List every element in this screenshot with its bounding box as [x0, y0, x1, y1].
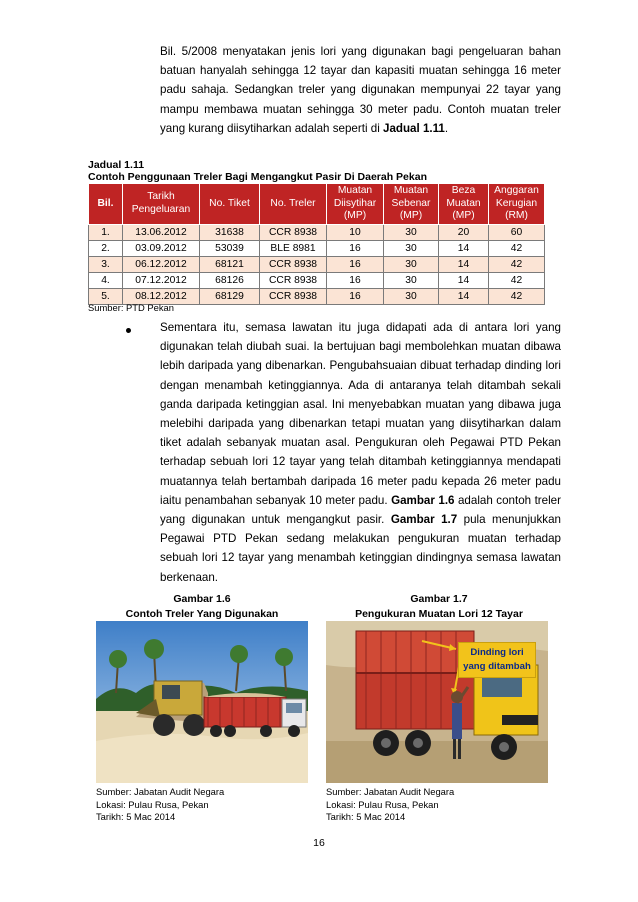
paragraph-1-end: . — [444, 121, 449, 135]
figure-1-7-caption — [330, 592, 548, 622]
paragraph-2-text: Sementara itu, semasa lawatan itu juga didapati ada di antara lori yang digunakan telah diubah suai. Ia bertujuan bagi membolehkan muatan dibawa lebih daripada yang dibenarkan. Pengubahsuaian dibuat terhadap dinding lori dengan menambah ketinggiannya. Ada di antaranya telah ditambah sekali ganda daripada ketinggian asal. Ini menyebabkan muatan yang dibawa juga melebihi daripada yang dibenarkan tetapi muatan yang diisytiharkan dalam tiket adalah sebanyak muatan asal. Pengukuran oleh Pegawai PTD Pekan terhadap sebuah lori 12 tayar yang telah ditambah ketinggiannya mendapati muatannya telah bertambah daripada 16 meter padu kepada 26 meter padu iaitu penambahan sebanyak 10 meter padu. — [160, 321, 561, 507]
table-cell: 16 — [327, 288, 384, 304]
paragraph-1-table-reference: Jadual 1.11 — [383, 121, 445, 135]
added-wall-callout — [458, 642, 536, 678]
table-cell: 30 — [384, 256, 439, 272]
table-cell: 53039 — [200, 240, 260, 256]
figure-1-6-date: Tarikh: 5 Mac 2014 — [96, 811, 176, 822]
table-cell: 42 — [489, 240, 545, 256]
figure-1-7-source-block — [326, 786, 454, 824]
table-cell: 03.09.2012 — [123, 240, 200, 256]
table-cell: 30 — [384, 288, 439, 304]
table-source: Sumber: PTD Pekan — [88, 302, 174, 313]
paragraph-1-text: Bil. 5/2008 menyatakan jenis lori yang digunakan bagi pengeluaran bahan batuan hanyalah sehingga 12 tayar dan kapasiti muatan sehingga 16 meter padu sahaja. Sedangkan treler yang digunakan mempunyai 22 tayar yang mampu membawa muatan sehingga 30 meter padu. Contoh muatan treler yang kurang diisytiharkan adalah seperti di — [160, 45, 561, 135]
table-cell: CCR 8938 — [260, 288, 327, 304]
table-row — [89, 240, 545, 256]
table-caption-title: Contoh Penggunaan Treler Bagi Mengangkut Pasir Di Daerah Pekan — [88, 171, 427, 183]
table-cell: 1. — [89, 224, 123, 240]
trailer-photo-illustration — [96, 621, 308, 783]
figure-1-6-source: Sumber: Jabatan Audit Negara — [96, 786, 225, 797]
table-cell: 42 — [489, 256, 545, 272]
table-cell: 30 — [384, 272, 439, 288]
table-cell: 13.06.2012 — [123, 224, 200, 240]
figure-1-6-number: Gambar 1.6 — [173, 593, 231, 605]
table-cell: CCR 8938 — [260, 224, 327, 240]
table-cell: CCR 8938 — [260, 272, 327, 288]
table-cell: 60 — [489, 224, 545, 240]
sand-trailer-table — [88, 183, 545, 305]
bullet-icon — [126, 328, 131, 333]
table-cell: 3. — [89, 256, 123, 272]
table-header-row — [89, 184, 545, 225]
table-cell: 4. — [89, 272, 123, 288]
table-cell: CCR 8938 — [260, 256, 327, 272]
table-cell: 42 — [489, 272, 545, 288]
header-cell: Tarikh Pengeluaran — [123, 184, 200, 225]
table-cell: 16 — [327, 240, 384, 256]
table-cell: 68129 — [200, 288, 260, 304]
table-cell: BLE 8981 — [260, 240, 327, 256]
paragraph-2-text-end: pula menunjukkan Pegawai PTD Pekan sedang melakukan pengukuran muatan terhadap sebuah lori 12 tayar yang menambah ketinggian dindingnya semasa lawatan berkenaan. — [160, 513, 561, 584]
figure-1-7-title: Pengukuran Muatan Lori 12 Tayar — [355, 608, 523, 620]
table-cell: 14 — [439, 240, 489, 256]
paragraph-2 — [160, 318, 561, 587]
callout-line-2: yang ditambah — [463, 661, 531, 672]
table-cell: 68121 — [200, 256, 260, 272]
table-row — [89, 224, 545, 240]
header-cell: Muatan Diisytihar (MP) — [327, 184, 384, 225]
header-cell: Beza Muatan (MP) — [439, 184, 489, 225]
table-cell: 16 — [327, 256, 384, 272]
table-cell: 42 — [489, 288, 545, 304]
table-row — [89, 272, 545, 288]
figure-1-6-location: Lokasi: Pulau Rusa, Pekan — [96, 798, 209, 810]
figure-1-6-caption — [96, 592, 308, 622]
figure-1-7-source: Sumber: Jabatan Audit Negara — [326, 786, 455, 797]
table-cell: 31638 — [200, 224, 260, 240]
table-row — [89, 256, 545, 272]
figure-1-7-number: Gambar 1.7 — [410, 593, 468, 605]
table-cell: 10 — [327, 224, 384, 240]
table-caption-number: Jadual 1.11 — [88, 159, 145, 171]
table-cell: 08.12.2012 — [123, 288, 200, 304]
header-cell: No. Treler — [260, 184, 327, 225]
figure-1-6-reference: Gambar 1.6 — [391, 493, 455, 507]
header-cell: Muatan Sebenar (MP) — [384, 184, 439, 225]
table-cell: 30 — [384, 240, 439, 256]
table-cell: 14 — [439, 272, 489, 288]
table-cell: 2. — [89, 240, 123, 256]
trailer-photo — [96, 621, 308, 783]
table-cell: 5. — [89, 288, 123, 304]
paragraph-1 — [160, 42, 561, 138]
figure-1-6-title: Contoh Treler Yang Digunakan — [125, 608, 279, 620]
figure-1-7-location: Lokasi: Pulau Rusa, Pekan — [326, 798, 439, 810]
table-cell: 14 — [439, 288, 489, 304]
paragraph-2-text-middle: adalah contoh treler yang digunakan untuk mengangkut pasir. — [160, 493, 561, 527]
page-number: 16 — [313, 837, 325, 849]
header-cell: Anggaran Kerugian (RM) — [489, 184, 545, 225]
table-cell: 14 — [439, 256, 489, 272]
table-cell: 68126 — [200, 272, 260, 288]
table-cell: 07.12.2012 — [123, 272, 200, 288]
figure-1-7-reference: Gambar 1.7 — [390, 513, 458, 527]
callout-line-1: Dinding lori — [470, 647, 524, 658]
header-cell: Bil. — [89, 184, 123, 225]
figure-1-7-date: Tarikh: 5 Mac 2014 — [326, 811, 406, 822]
header-cell: No. Tiket — [200, 184, 260, 225]
figure-1-6-source-block — [96, 786, 224, 824]
table-cell: 30 — [384, 224, 439, 240]
table-cell: 20 — [439, 224, 489, 240]
table-cell: 16 — [327, 272, 384, 288]
table-cell: 06.12.2012 — [123, 256, 200, 272]
